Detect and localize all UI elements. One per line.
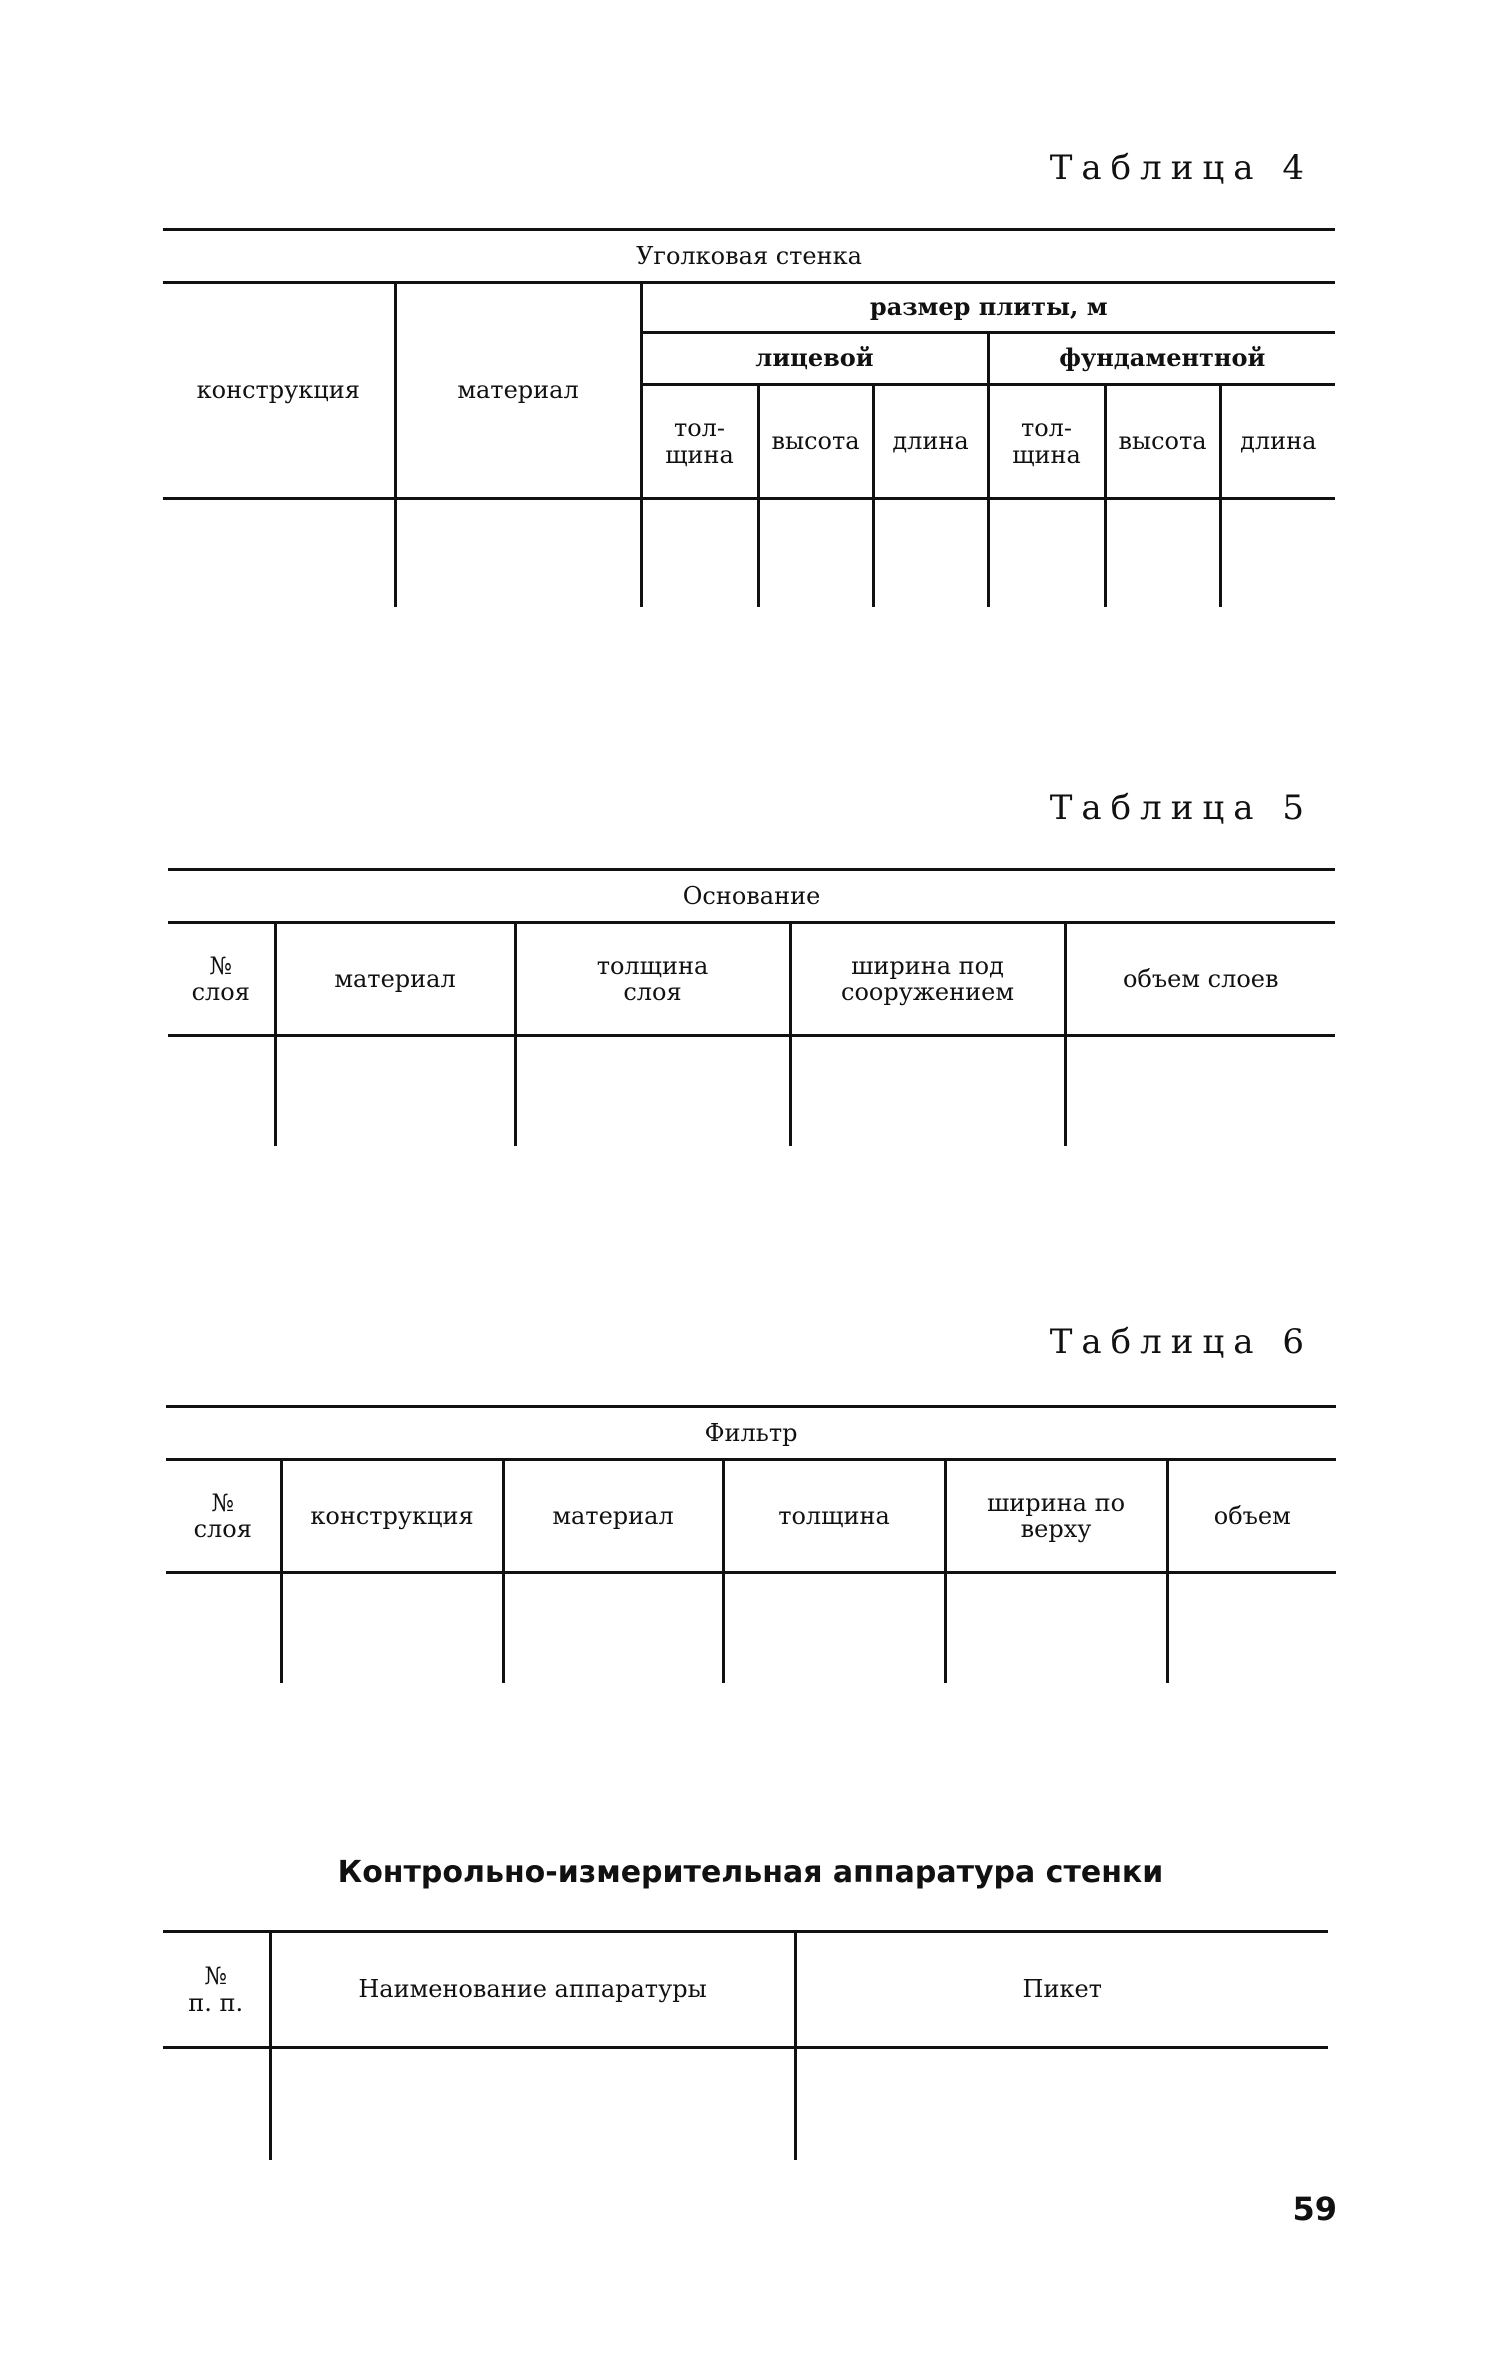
table7-empty-row (163, 2048, 1328, 2160)
page-number: 59 (1292, 2190, 1337, 2228)
table5-empty-row (168, 1036, 1335, 1146)
table5-col-layer-no: № слоя (168, 923, 275, 1036)
table4-col-construction: конструкция (163, 283, 395, 499)
table4-empty-row (163, 499, 1335, 607)
table4-face-length: длина (873, 385, 988, 499)
table5-col-width: ширина под сооружением (790, 923, 1065, 1036)
table6-col-thickness: толщина (723, 1460, 945, 1573)
table6-title: Фильтр (166, 1407, 1336, 1460)
table6-col-layer-no: № слоя (166, 1460, 281, 1573)
table4-col-material: материал (395, 283, 641, 499)
table4-caption: Таблица 4 (1049, 148, 1313, 188)
table6-caption: Таблица 6 (1049, 1322, 1313, 1362)
table6-col-construction: конструкция (281, 1460, 503, 1573)
table5-col-material: материал (275, 923, 515, 1036)
table4-face-height: высота (758, 385, 873, 499)
table4 (163, 228, 1335, 607)
table6-col-material: материал (503, 1460, 723, 1573)
table4-foundation-height: высота (1105, 385, 1220, 499)
table6-col-volume: объем (1167, 1460, 1336, 1573)
table4-plate-size: размер плиты, м (641, 283, 1335, 333)
table4-foundation: фундаментной (988, 333, 1335, 385)
table4-foundation-length: длина (1220, 385, 1335, 499)
table4-face: лицевой (641, 333, 988, 385)
table5-col-volume: объем слоев (1065, 923, 1335, 1036)
table6-col-top-width: ширина по верху (945, 1460, 1167, 1573)
table5-title: Основание (168, 870, 1335, 923)
table5-col-thickness: толщина слоя (515, 923, 790, 1036)
table4-face-thickness: тол- щина (641, 385, 758, 499)
table5-caption: Таблица 5 (1049, 788, 1313, 828)
table5 (168, 868, 1335, 1146)
table7-col-picket: Пикет (795, 1932, 1328, 2048)
table7-col-name: Наименование аппаратуры (270, 1932, 795, 2048)
table6-empty-row (166, 1573, 1336, 1683)
table4-foundation-thickness: тол- щина (988, 385, 1105, 499)
table7-col-no: № п. п. (163, 1932, 270, 2048)
table4-title: Уголковая стенка (163, 230, 1335, 283)
instrumentation-table (163, 1930, 1328, 2160)
table6 (166, 1405, 1336, 1683)
section-heading: Контрольно-измерительная аппаратура стенки (337, 1855, 1164, 1890)
